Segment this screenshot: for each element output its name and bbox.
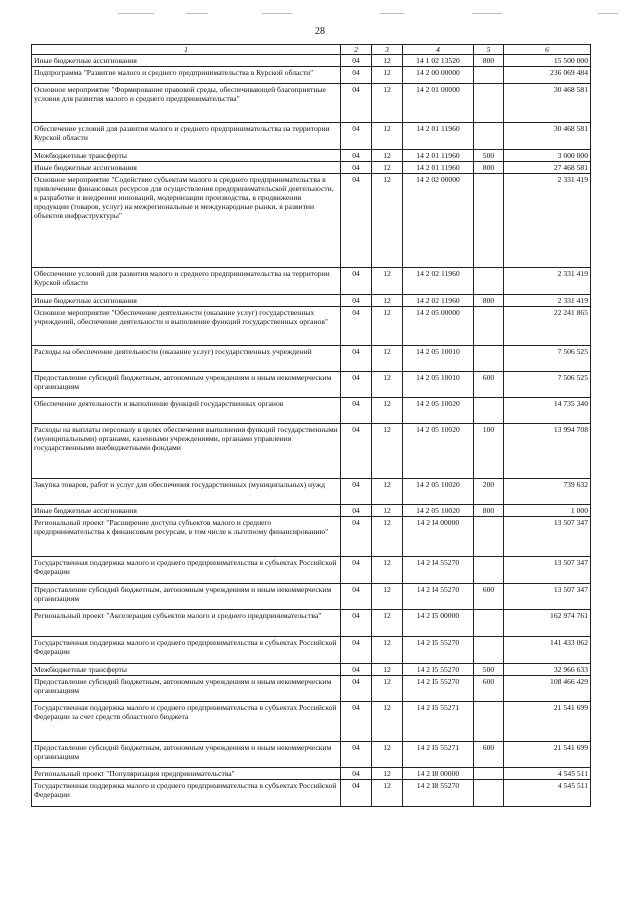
row-target-code: 14 2 I5 55270 (403, 664, 474, 676)
row-name: Иные бюджетные ассигнования (32, 505, 341, 517)
row-amount: 21 541 699 (504, 742, 591, 768)
row-section: 04 (341, 424, 372, 479)
row-section: 04 (341, 150, 372, 162)
row-section: 04 (341, 295, 372, 307)
row-expense-type (474, 768, 504, 780)
row-expense-type: 600 (474, 676, 504, 702)
row-amount: 30 468 581 (504, 84, 591, 123)
col-header-3: 3 (372, 45, 403, 55)
row-name: Подпрограмма "Развитие малого и среднего предпринимательства в Курской области" (32, 67, 341, 84)
row-expense-type (474, 123, 504, 150)
row-subsection: 12 (372, 55, 403, 67)
row-expense-type (474, 610, 504, 637)
row-expense-type (474, 557, 504, 584)
row-amount: 739 632 (504, 479, 591, 505)
row-name: Закупка товаров, работ и услуг для обеспечения государственных (муниципальных) нужд (32, 479, 341, 505)
row-name: Предоставление субсидий бюджетным, автономным учреждениям и иным некоммерческим организациям (32, 742, 341, 768)
row-expense-type (474, 702, 504, 742)
row-amount: 13 507 347 (504, 557, 591, 584)
row-target-code: 14 2 02 00000 (403, 174, 474, 268)
table-header-row (32, 45, 591, 55)
row-expense-type: 500 (474, 150, 504, 162)
table-row (32, 174, 591, 268)
table-row (32, 768, 591, 780)
row-name: Региональный проект "Акселерация субъектов малого и среднего предпринимательства" (32, 610, 341, 637)
row-subsection: 12 (372, 768, 403, 780)
row-expense-type: 600 (474, 584, 504, 610)
row-subsection: 12 (372, 664, 403, 676)
table-row (32, 307, 591, 346)
row-name: Государственная поддержка малого и среднего предпринимательства в субъектах Российской Федерации (32, 557, 341, 584)
row-expense-type (474, 780, 504, 807)
row-expense-type: 500 (474, 664, 504, 676)
page-number: 28 (315, 26, 325, 37)
col-header-6: 6 (504, 45, 591, 55)
row-subsection: 12 (372, 295, 403, 307)
row-target-code: 14 2 I5 55270 (403, 676, 474, 702)
row-name: Иные бюджетные ассигнования (32, 162, 341, 174)
row-name: Государственная поддержка малого и среднего предпринимательства в субъектах Российской Федерации (32, 637, 341, 664)
row-section: 04 (341, 84, 372, 123)
row-subsection: 12 (372, 702, 403, 742)
row-subsection: 12 (372, 479, 403, 505)
row-section: 04 (341, 174, 372, 268)
row-amount: 22 241 865 (504, 307, 591, 346)
row-expense-type: 800 (474, 295, 504, 307)
scan-top-marks (0, 13, 640, 19)
row-target-code: 14 2 05 10010 (403, 346, 474, 372)
row-subsection: 12 (372, 742, 403, 768)
table-row (32, 479, 591, 505)
row-subsection: 12 (372, 84, 403, 123)
row-section: 04 (341, 702, 372, 742)
table-row (32, 780, 591, 807)
row-subsection: 12 (372, 610, 403, 637)
table-row (32, 517, 591, 557)
row-section: 04 (341, 505, 372, 517)
row-target-code: 14 2 05 10020 (403, 398, 474, 424)
row-section: 04 (341, 780, 372, 807)
row-section: 04 (341, 479, 372, 505)
row-name: Предоставление субсидий бюджетным, автономным учреждениям и иным некоммерческим организациям (32, 372, 341, 398)
row-expense-type (474, 67, 504, 84)
row-amount: 13 994 708 (504, 424, 591, 479)
row-expense-type (474, 346, 504, 372)
table-row (32, 398, 591, 424)
row-target-code: 14 2 01 00000 (403, 84, 474, 123)
row-name: Региональный проект "Популяризация предпринимательства" (32, 768, 341, 780)
row-target-code: 14 2 I5 00000 (403, 610, 474, 637)
row-name: Основное мероприятие "Формирование правовой среды, обеспечивающей благоприятные условия для развития малого и среднего предпринимательства" (32, 84, 341, 123)
row-amount: 21 541 699 (504, 702, 591, 742)
row-subsection: 12 (372, 268, 403, 295)
row-target-code: 14 2 01 11960 (403, 123, 474, 150)
table-body (32, 55, 591, 807)
row-subsection: 12 (372, 346, 403, 372)
row-section: 04 (341, 162, 372, 174)
row-name: Межбюджетные трансферты (32, 150, 341, 162)
row-subsection: 12 (372, 398, 403, 424)
row-name: Обеспечение условий для развития малого и среднего предпринимательства на территории Курской области (32, 268, 341, 295)
row-target-code: 14 2 01 11960 (403, 162, 474, 174)
row-amount: 4 545 511 (504, 780, 591, 807)
row-subsection: 12 (372, 517, 403, 557)
row-expense-type (474, 517, 504, 557)
table-row (32, 610, 591, 637)
row-target-code: 14 2 I5 55270 (403, 637, 474, 664)
row-amount: 30 468 581 (504, 123, 591, 150)
row-amount: 32 966 633 (504, 664, 591, 676)
row-section: 04 (341, 123, 372, 150)
row-amount: 15 500 000 (504, 55, 591, 67)
row-name: Межбюджетные трансферты (32, 664, 341, 676)
row-section: 04 (341, 398, 372, 424)
row-target-code: 14 2 05 10010 (403, 372, 474, 398)
row-amount: 2 331 419 (504, 174, 591, 268)
table-row (32, 150, 591, 162)
row-amount: 141 433 062 (504, 637, 591, 664)
row-subsection: 12 (372, 307, 403, 346)
row-expense-type (474, 637, 504, 664)
row-section: 04 (341, 557, 372, 584)
table-row (32, 67, 591, 84)
col-header-5: 5 (474, 45, 504, 55)
row-target-code: 14 2 05 10020 (403, 424, 474, 479)
row-expense-type (474, 84, 504, 123)
table-row (32, 346, 591, 372)
row-section: 04 (341, 768, 372, 780)
row-name: Предоставление субсидий бюджетным, автономным учреждениям и иным некоммерческим организациям (32, 676, 341, 702)
row-name: Иные бюджетные ассигнования (32, 295, 341, 307)
row-section: 04 (341, 268, 372, 295)
row-amount: 13 507 347 (504, 517, 591, 557)
row-amount: 7 506 525 (504, 346, 591, 372)
row-section: 04 (341, 372, 372, 398)
row-expense-type: 100 (474, 424, 504, 479)
table-row (32, 123, 591, 150)
row-target-code: 14 2 I4 55270 (403, 557, 474, 584)
row-section: 04 (341, 307, 372, 346)
table-row (32, 637, 591, 664)
row-target-code: 14 2 I4 00000 (403, 517, 474, 557)
row-expense-type: 800 (474, 55, 504, 67)
row-section: 04 (341, 637, 372, 664)
table-row (32, 584, 591, 610)
table-row (32, 505, 591, 517)
row-amount: 14 735 340 (504, 398, 591, 424)
table-row (32, 676, 591, 702)
row-target-code: 14 2 00 00000 (403, 67, 474, 84)
table-row (32, 84, 591, 123)
row-name: Государственная поддержка малого и среднего предпринимательства в субъектах Российской Федерации за счет средств областного бюджета (32, 702, 341, 742)
table-row (32, 162, 591, 174)
row-subsection: 12 (372, 557, 403, 584)
row-target-code: 14 2 02 11960 (403, 295, 474, 307)
row-expense-type (474, 398, 504, 424)
row-amount: 2 331 419 (504, 268, 591, 295)
row-target-code: 14 2 I5 55271 (403, 702, 474, 742)
row-subsection: 12 (372, 123, 403, 150)
row-name: Расходы на выплаты персоналу в целях обеспечения выполнения функций государственными (муниципальными) органами, казенными учреждениями, органами управления государственными внебюджетными фондами (32, 424, 341, 479)
row-expense-type (474, 307, 504, 346)
row-section: 04 (341, 346, 372, 372)
row-subsection: 12 (372, 150, 403, 162)
row-section: 04 (341, 55, 372, 67)
row-target-code: 14 2 I4 55270 (403, 584, 474, 610)
table-row (32, 268, 591, 295)
row-expense-type: 600 (474, 742, 504, 768)
row-target-code: 14 2 I8 00000 (403, 768, 474, 780)
row-name: Обеспечение деятельности и выполнение функций государственных органов (32, 398, 341, 424)
row-name: Иные бюджетные ассигнования (32, 55, 341, 67)
table-row (32, 372, 591, 398)
row-expense-type: 200 (474, 479, 504, 505)
row-section: 04 (341, 664, 372, 676)
row-target-code: 14 2 05 10020 (403, 479, 474, 505)
row-subsection: 12 (372, 584, 403, 610)
row-amount: 4 545 511 (504, 768, 591, 780)
row-name: Предоставление субсидий бюджетным, автономным учреждениям и иным некоммерческим организациям (32, 584, 341, 610)
row-name: Основное мероприятие "Обеспечение деятельности (оказание услуг) государственных учреждений, обеспечение деятельности и выполнение функций государственных органов" (32, 307, 341, 346)
row-section: 04 (341, 67, 372, 84)
row-subsection: 12 (372, 372, 403, 398)
row-subsection: 12 (372, 637, 403, 664)
row-amount: 13 507 347 (504, 584, 591, 610)
row-section: 04 (341, 584, 372, 610)
row-amount: 2 331 419 (504, 295, 591, 307)
row-section: 04 (341, 742, 372, 768)
row-amount: 1 000 (504, 505, 591, 517)
row-target-code: 14 2 05 00000 (403, 307, 474, 346)
row-amount: 108 466 429 (504, 676, 591, 702)
row-subsection: 12 (372, 676, 403, 702)
row-expense-type: 800 (474, 505, 504, 517)
row-target-code: 14 2 I5 55271 (403, 742, 474, 768)
row-subsection: 12 (372, 780, 403, 807)
row-expense-type: 600 (474, 372, 504, 398)
row-subsection: 12 (372, 505, 403, 517)
row-target-code: 14 2 02 11960 (403, 268, 474, 295)
row-amount: 3 000 000 (504, 150, 591, 162)
row-name: Обеспечение условий для развития малого и среднего предпринимательства на территории Курской области (32, 123, 341, 150)
row-target-code: 14 2 01 11960 (403, 150, 474, 162)
row-name: Региональный проект "Расширение доступа субъектов малого и среднего предпринимательства к финансовым ресурсам, в том числе к льготному финансированию" (32, 517, 341, 557)
col-header-4: 4 (403, 45, 474, 55)
table-row (32, 742, 591, 768)
row-name: Государственная поддержка малого и среднего предпринимательства в субъектах Российской Федерации (32, 780, 341, 807)
col-header-1: 1 (32, 45, 341, 55)
row-target-code: 14 1 02 13520 (403, 55, 474, 67)
row-amount: 27 468 581 (504, 162, 591, 174)
row-name: Расходы на обеспечение деятельности (оказание услуг) государственных учреждений (32, 346, 341, 372)
budget-table (31, 44, 591, 807)
row-subsection: 12 (372, 424, 403, 479)
row-name: Основное мероприятие "Содействие субъектам малого и среднего предпринимательства в привлечении финансовых ресурсов для осуществления предпринимательской деятельности, в разработке и внедрении инноваций, модернизации производства, в продвижении продукции (товаров, услуг) на межрегиональные и международные рынки, в развитии объектов инфраструктуры" (32, 174, 341, 268)
table-row (32, 424, 591, 479)
row-target-code: 14 2 I8 55270 (403, 780, 474, 807)
row-subsection: 12 (372, 162, 403, 174)
row-section: 04 (341, 517, 372, 557)
table-row (32, 55, 591, 67)
row-expense-type (474, 174, 504, 268)
table-row (32, 295, 591, 307)
col-header-2: 2 (341, 45, 372, 55)
row-subsection: 12 (372, 174, 403, 268)
table-row (32, 557, 591, 584)
table-row (32, 702, 591, 742)
row-target-code: 14 2 05 10020 (403, 505, 474, 517)
row-amount: 236 069 484 (504, 67, 591, 84)
row-section: 04 (341, 676, 372, 702)
row-subsection: 12 (372, 67, 403, 84)
row-amount: 7 506 525 (504, 372, 591, 398)
row-amount: 162 974 761 (504, 610, 591, 637)
row-expense-type (474, 268, 504, 295)
row-section: 04 (341, 610, 372, 637)
table-row (32, 664, 591, 676)
row-expense-type: 800 (474, 162, 504, 174)
